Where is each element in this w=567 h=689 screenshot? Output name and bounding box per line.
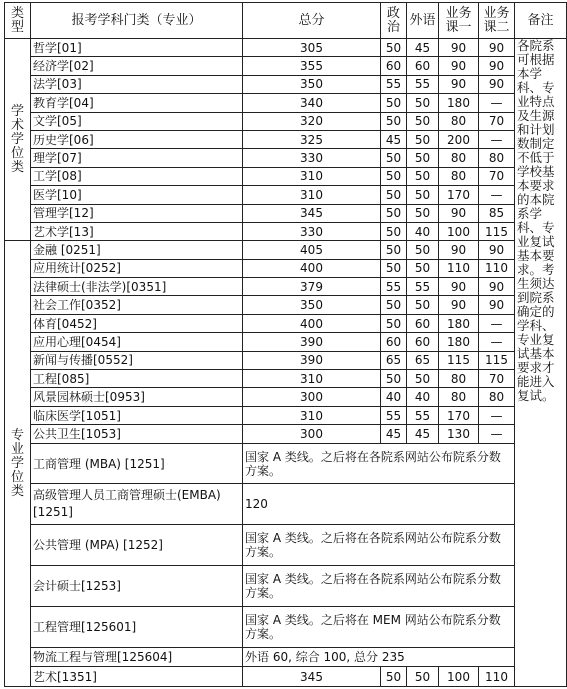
course2-cell: 90	[479, 39, 515, 57]
table-row	[5, 204, 567, 222]
total-cell: 350	[243, 296, 381, 314]
table-row	[5, 333, 567, 351]
subject-cell: 文学[05]	[31, 112, 243, 130]
subject-cell: 教育学[04]	[31, 94, 243, 112]
foreign-cell: 40	[407, 222, 439, 240]
header-course1: 业务课一	[439, 3, 479, 39]
course2-cell: 90	[479, 57, 515, 75]
subject-cell: 工学[08]	[31, 167, 243, 185]
subject-cell: 临床医学[1051]	[31, 406, 243, 424]
course1-cell: 130	[439, 425, 479, 443]
course1-cell: 80	[439, 388, 479, 406]
politics-cell: 50	[381, 167, 407, 185]
note-cell: 120	[243, 484, 515, 525]
total-cell: 390	[243, 333, 381, 351]
course2-cell: 70	[479, 370, 515, 388]
politics-cell: 50	[381, 204, 407, 222]
course2-cell: —	[479, 130, 515, 148]
politics-cell: 50	[381, 667, 407, 687]
table-row	[5, 425, 567, 443]
table-row-special	[5, 525, 567, 566]
course1-cell: 110	[439, 259, 479, 277]
subject-cell: 高级管理人员工商管理硕士(EMBA)[1251]	[31, 484, 243, 525]
header-type: 类型	[5, 3, 31, 39]
politics-cell: 55	[381, 75, 407, 93]
course1-cell: 100	[439, 222, 479, 240]
subject-cell: 哲学[01]	[31, 39, 243, 57]
foreign-cell: 50	[407, 259, 439, 277]
course2-cell: —	[479, 186, 515, 204]
total-cell: 300	[243, 388, 381, 406]
header-row	[5, 3, 567, 39]
course1-cell: 90	[439, 39, 479, 57]
course1-cell: 100	[439, 667, 479, 687]
subject-cell: 经济学[02]	[31, 57, 243, 75]
subject-cell: 历史学[06]	[31, 130, 243, 148]
table-row-special	[5, 484, 567, 525]
foreign-cell: 50	[407, 149, 439, 167]
subject-cell: 物流工程与管理[125604]	[31, 647, 243, 666]
note-cell: 国家 A 类线。之后将在 MEM 网站公布院系分数方案。	[243, 607, 515, 648]
table-row	[5, 667, 567, 687]
total-cell: 355	[243, 57, 381, 75]
course1-cell: 80	[439, 370, 479, 388]
foreign-cell: 55	[407, 75, 439, 93]
course2-cell: 90	[479, 75, 515, 93]
total-cell: 350	[243, 75, 381, 93]
course1-cell: 90	[439, 278, 479, 296]
total-cell: 305	[243, 39, 381, 57]
total-cell: 405	[243, 241, 381, 259]
course1-cell: 90	[439, 204, 479, 222]
course1-cell: 170	[439, 186, 479, 204]
politics-cell: 50	[381, 259, 407, 277]
table-row	[5, 112, 567, 130]
course2-cell: 115	[479, 351, 515, 369]
total-cell: 390	[243, 351, 381, 369]
note-cell: 国家 A 类线。之后将在各院系网站公布院系分数方案。	[243, 566, 515, 607]
foreign-cell: 60	[407, 333, 439, 351]
table-row	[5, 39, 567, 57]
subject-cell: 医学[10]	[31, 186, 243, 204]
politics-cell: 50	[381, 314, 407, 332]
course2-cell: 110	[479, 259, 515, 277]
table-row	[5, 186, 567, 204]
foreign-cell: 45	[407, 425, 439, 443]
table-row-special	[5, 647, 567, 666]
table-row	[5, 259, 567, 277]
course1-cell: 80	[439, 149, 479, 167]
course2-cell: —	[479, 425, 515, 443]
course1-cell: 90	[439, 296, 479, 314]
foreign-cell: 50	[407, 186, 439, 204]
note-cell: 外语 60, 综合 100, 总分 235	[243, 647, 515, 666]
foreign-cell: 45	[407, 39, 439, 57]
table-row	[5, 370, 567, 388]
politics-cell: 50	[381, 241, 407, 259]
total-cell: 310	[243, 167, 381, 185]
table-row	[5, 296, 567, 314]
course1-cell: 115	[439, 351, 479, 369]
politics-cell: 50	[381, 112, 407, 130]
course2-cell: 70	[479, 167, 515, 185]
total-cell: 325	[243, 130, 381, 148]
table-row	[5, 406, 567, 424]
politics-cell: 65	[381, 351, 407, 369]
header-politics: 政治	[381, 3, 407, 39]
course1-cell: 180	[439, 333, 479, 351]
foreign-cell: 50	[407, 296, 439, 314]
politics-cell: 50	[381, 186, 407, 204]
course1-cell: 80	[439, 167, 479, 185]
politics-cell: 50	[381, 370, 407, 388]
table-row	[5, 241, 567, 259]
politics-cell: 40	[381, 388, 407, 406]
foreign-cell: 50	[407, 167, 439, 185]
foreign-cell: 50	[407, 94, 439, 112]
total-cell: 330	[243, 149, 381, 167]
subject-cell: 艺术[1351]	[31, 667, 243, 687]
course1-cell: 90	[439, 57, 479, 75]
total-cell: 345	[243, 204, 381, 222]
course1-cell: 90	[439, 241, 479, 259]
subject-cell: 工商管理 (MBA) [1251]	[31, 443, 243, 484]
foreign-cell: 50	[407, 112, 439, 130]
foreign-cell: 50	[407, 667, 439, 687]
course2-cell: 90	[479, 296, 515, 314]
course2-cell: 70	[479, 112, 515, 130]
foreign-cell: 50	[407, 370, 439, 388]
table-row-special	[5, 443, 567, 484]
foreign-cell: 65	[407, 351, 439, 369]
politics-cell: 55	[381, 278, 407, 296]
table-row-special	[5, 566, 567, 607]
subject-cell: 应用统计[0252]	[31, 259, 243, 277]
politics-cell: 45	[381, 425, 407, 443]
table-row	[5, 222, 567, 240]
header-foreign: 外语	[407, 3, 439, 39]
subject-cell: 理学[07]	[31, 149, 243, 167]
subject-cell: 艺术学[13]	[31, 222, 243, 240]
total-cell: 400	[243, 259, 381, 277]
subject-cell: 新闻与传播[0552]	[31, 351, 243, 369]
course1-cell: 90	[439, 75, 479, 93]
foreign-cell: 60	[407, 314, 439, 332]
table-row	[5, 278, 567, 296]
foreign-cell: 55	[407, 278, 439, 296]
table-row	[5, 130, 567, 148]
note-cell: 国家 A 类线。之后将在各院系网站公布院系分数方案。	[243, 443, 515, 484]
foreign-cell: 60	[407, 57, 439, 75]
table-row	[5, 351, 567, 369]
course2-cell: —	[479, 94, 515, 112]
subject-cell: 法学[03]	[31, 75, 243, 93]
course1-cell: 180	[439, 94, 479, 112]
course2-cell: 80	[479, 388, 515, 406]
subject-cell: 会计硕士[1253]	[31, 566, 243, 607]
total-cell: 345	[243, 667, 381, 687]
foreign-cell: 50	[407, 241, 439, 259]
subject-cell: 金融 [0251]	[31, 241, 243, 259]
header-total: 总分	[243, 3, 381, 39]
type-academic: 学 术 学 位 类	[5, 39, 31, 241]
course1-cell: 180	[439, 314, 479, 332]
foreign-cell: 40	[407, 388, 439, 406]
total-cell: 400	[243, 314, 381, 332]
total-cell: 340	[243, 94, 381, 112]
subject-cell: 法律硕士(非法学)[0351]	[31, 278, 243, 296]
subject-cell: 风景园林硕士[0953]	[31, 388, 243, 406]
table-row	[5, 75, 567, 93]
table-row	[5, 167, 567, 185]
table-row-special	[5, 607, 567, 648]
subject-cell: 公共管理 (MPA) [1252]	[31, 525, 243, 566]
subject-cell: 体育[0452]	[31, 314, 243, 332]
politics-cell: 50	[381, 39, 407, 57]
total-cell: 379	[243, 278, 381, 296]
politics-cell: 60	[381, 57, 407, 75]
course1-cell: 200	[439, 130, 479, 148]
table-row	[5, 149, 567, 167]
politics-cell: 55	[381, 406, 407, 424]
course2-cell: —	[479, 333, 515, 351]
table-row	[5, 388, 567, 406]
politics-cell: 50	[381, 296, 407, 314]
table-row	[5, 94, 567, 112]
total-cell: 310	[243, 370, 381, 388]
header-course2: 业务课二	[479, 3, 515, 39]
course1-cell: 170	[439, 406, 479, 424]
politics-cell: 60	[381, 333, 407, 351]
total-cell: 310	[243, 406, 381, 424]
subject-cell: 应用心理[0454]	[31, 333, 243, 351]
course2-cell: 90	[479, 278, 515, 296]
subject-cell: 公共卫生[1053]	[31, 425, 243, 443]
subject-cell: 工程管理[125601]	[31, 607, 243, 648]
table-row	[5, 57, 567, 75]
type-professional: 专 业 学 位 类	[5, 241, 31, 687]
foreign-cell: 50	[407, 130, 439, 148]
total-cell: 310	[243, 186, 381, 204]
note-cell: 国家 A 类线。之后将在各院系网站公布院系分数方案。	[243, 525, 515, 566]
course2-cell: 110	[479, 667, 515, 687]
remarks-cell: 各院系 可根据 本学 科、专 业特点 及生源 和计划 数制定 不低于 学校基 本要求 的本院 系学 科、专 业复试 基本要 求。考 生须达 到院系 确定的 学科、 专业复 试基本 要求才 能进入 复试。	[515, 39, 567, 687]
table-row	[5, 314, 567, 332]
politics-cell: 50	[381, 222, 407, 240]
politics-cell: 50	[381, 149, 407, 167]
politics-cell: 45	[381, 130, 407, 148]
foreign-cell: 50	[407, 204, 439, 222]
total-cell: 330	[243, 222, 381, 240]
subject-cell: 工程[085]	[31, 370, 243, 388]
header-subject: 报考学科门类（专业）	[31, 3, 243, 39]
subject-cell: 社会工作[0352]	[31, 296, 243, 314]
total-cell: 320	[243, 112, 381, 130]
course2-cell: 80	[479, 149, 515, 167]
course1-cell: 80	[439, 112, 479, 130]
course2-cell: 90	[479, 241, 515, 259]
retest-score-table	[4, 2, 567, 687]
header-remarks: 备注	[515, 3, 567, 39]
course2-cell: 85	[479, 204, 515, 222]
course2-cell: —	[479, 314, 515, 332]
politics-cell: 50	[381, 94, 407, 112]
subject-cell: 管理学[12]	[31, 204, 243, 222]
course2-cell: 115	[479, 222, 515, 240]
total-cell: 300	[243, 425, 381, 443]
foreign-cell: 55	[407, 406, 439, 424]
course2-cell: —	[479, 406, 515, 424]
